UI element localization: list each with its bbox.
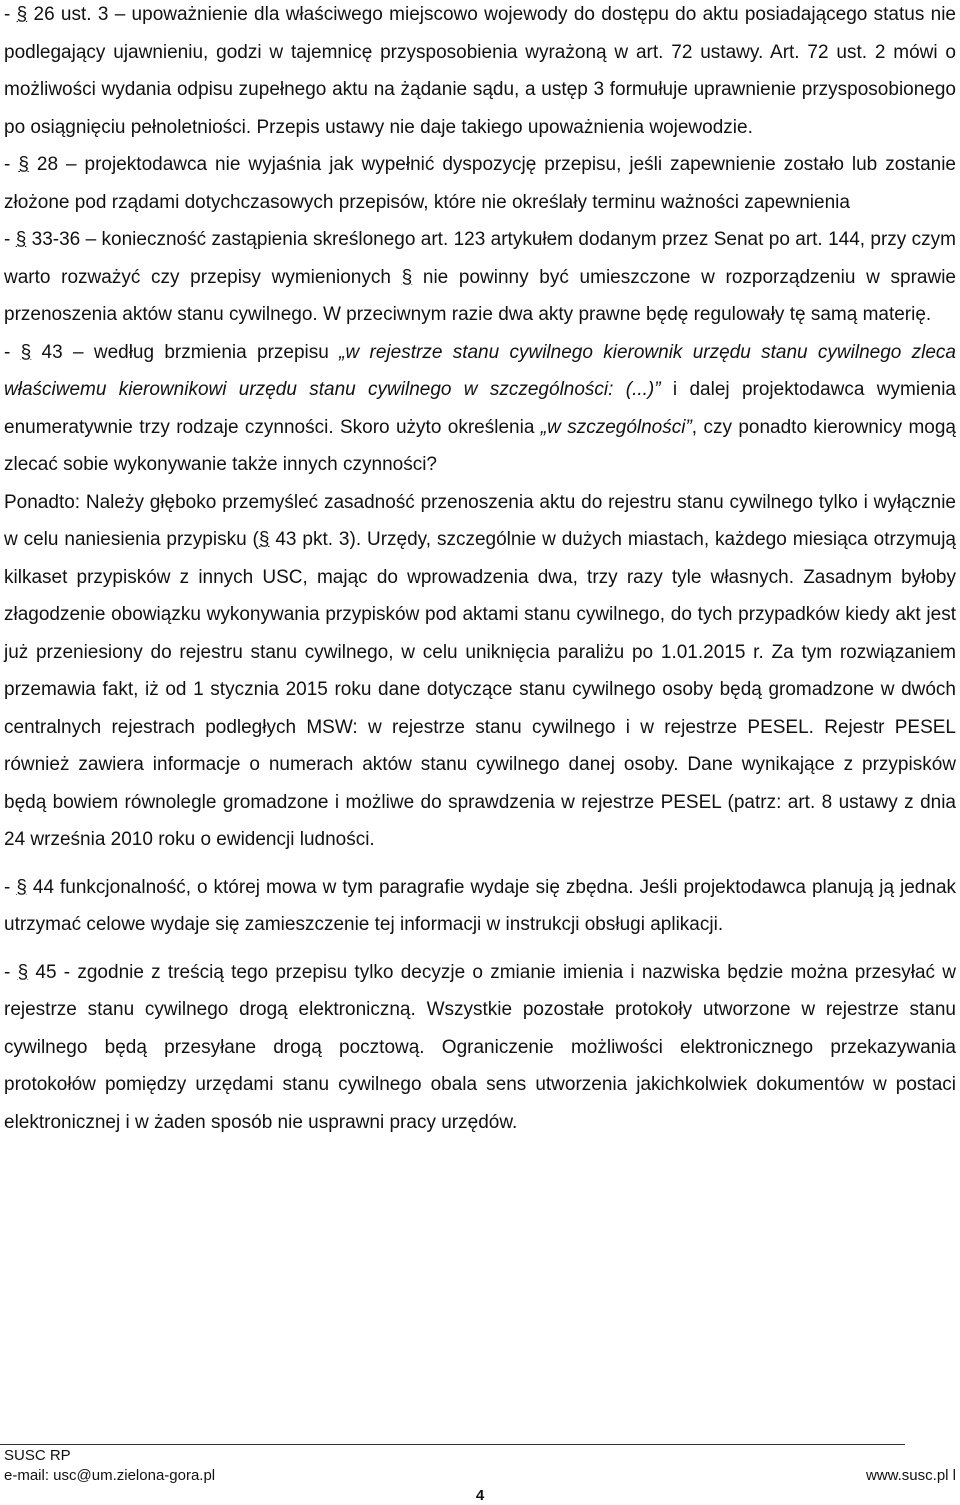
section-sign: § (258, 529, 270, 550)
section-sign: § (17, 961, 29, 983)
section-sign: § (16, 4, 28, 25)
paragraph-text: Ponadto: Należy głęboko przemyśleć zasadność przenoszenia aktu do rejestru stanu cywilnego tylko i wyłącznie w celu naniesienia przypisku ( (4, 491, 956, 550)
paragraph-text: 28 – projektodawca nie wyjaśnia jak wypełnić dyspozycję przepisu, jeśli zapewnienie zostało lub zostanie złożone pod rządami dotychczasowych przepisów, które nie określały terminu ważności zapewnienia (4, 154, 956, 213)
list-dash: - (4, 876, 17, 898)
section-sign: § (15, 229, 27, 250)
list-dash: - (4, 229, 16, 250)
paragraph-par44 (4, 869, 956, 944)
list-dash: - (4, 961, 18, 983)
paragraph-text: 43 pkt. 3). Urzędy, szczególnie w dużych miastach, każdego miesiąca otrzymują kilkaset przypisków z innych USC, mając do wprowadzenia dwa, trzy razy tyle własnych. Zasadnym byłoby złagodzenie obowiązku wykonywania przypisków pod aktami stanu cywilnego, do tych przypadków kiedy akt jest już przeniesiony do rejestru stanu cywilnego, w celu uniknięcia paraliżu po 1.01.2015 r. Za tym rozwiązaniem przemawia fakt, iż od 1 stycznia 2015 roku dane dotyczące stanu cywilnego osoby będą gromadzone w dwóch centralnych rejestrach podległych MSW: w rejestrze stanu cywilnego i w rejestrze PESEL. Rejestr PESEL również zawiera informacje o numerach aktów stanu cywilnego danej osoby. Dane wynikające z przypisków będą bowiem równolegle gromadzone i możliwe do sprawdzenia w rejestrze PESEL (patrz: art. 8 ustawy z dnia 24 września 2010 roku o ewidencji ludności. (4, 529, 957, 850)
paragraph-par45 (4, 954, 956, 1142)
quoted-provision: „w rejestrze stanu cywilnego kierownik urzędu stanu cywilnego zleca właściwemu kierownikowi urzędu stanu cywilnego w szczególności: (...)” (4, 341, 957, 400)
paragraph-text: 26 ust. 3 – upoważnienie dla właściwego miejscowo wojewody do dostępu do aktu posiadającego status nie podlegający ujawnieniu, godzi w tajemnicę przysposobienia wyrażoną w art. 72 ustawy. Art. 72 ust. 2 mówi o możliwości wydania odpisu zupełnego aktu na żądanie sądu, a ustęp 3 formułuje uprawnienie przysposobionego po osiągnięciu pełnoletniości. Przepis ustawy nie daje takiego upoważnienia wojewodzie. (4, 4, 956, 138)
quoted-phrase: „w szczególności” (540, 416, 692, 438)
paragraph-par28 (4, 146, 956, 221)
paragraph-ponadto (4, 484, 956, 859)
paragraph-text: , czy ponadto kierownicy mogą zlecać sobie wykonywanie także innych czynności? (4, 416, 956, 475)
footer-email: e-mail: usc@um.zielona-gora.pl (4, 1467, 216, 1484)
footer-org: SUSC RP (4, 1447, 71, 1464)
footer-divider (0, 1444, 905, 1445)
section-sign: § (18, 154, 29, 175)
paragraph-par33-36 (4, 221, 956, 334)
section-sign: § (20, 341, 32, 363)
list-dash: - (4, 154, 19, 175)
page-number: 4 (475, 1487, 485, 1504)
paragraph-text: 45 - zgodnie z treścią tego przepisu tylko decyzje o zmianie imienia i nazwiska będzie można przesyłać w rejestrze stanu cywilnego drogą elektroniczną. Wszystkie pozostałe protokoły utworzone w rejestrze stanu cywilnego będą przesyłane drogą pocztową. Ograniczenie możliwości elektronicznego przekazywania protokołów pomiędzy urzędami stanu cywilnego obala sens utworzenia jakichkolwiek dokumentów w postaci elektronicznej i w żaden sposób nie usprawni pracy urzędów. (4, 961, 956, 1133)
paragraph-text: 44 funkcjonalność, o której mowa w tym paragrafie wydaje się zbędna. Jeśli projektodawca planują ją jednak utrzymać celowe wydaje się zamieszczenie tej informacji w instrukcji obsługi aplikacji. (4, 876, 957, 935)
paragraph-text: 33-36 – konieczność zastąpienia skreślonego art. 123 artykułem dodanym przez Senat po art. 144, przy czym warto rozważyć czy przepisy wymienionych (4, 229, 956, 288)
footer-website: www.susc.pl l (865, 1467, 956, 1484)
section-sign: § (16, 876, 27, 898)
paragraph-par26 (4, 0, 956, 146)
paragraph-text: nie powinny być umieszczone w rozporządzeniu w sprawie przenoszenia aktów stanu cywilnego. W przeciwnym razie dwa akty prawne będę regulowały tę samą materię. (4, 266, 956, 325)
document-body (4, 0, 956, 1141)
list-dash: - (4, 4, 17, 25)
paragraph-par43 (4, 334, 956, 484)
footer-contact (4, 1467, 956, 1485)
paragraph-text: i dalej projektodawca wymienia enumeratywnie trzy rodzaje czynności. Skoro użyto określenia (4, 379, 956, 438)
paragraph-text: 43 – według brzmienia przepisu (31, 341, 340, 363)
section-sign: § (401, 266, 413, 288)
list-dash: - (4, 341, 21, 363)
